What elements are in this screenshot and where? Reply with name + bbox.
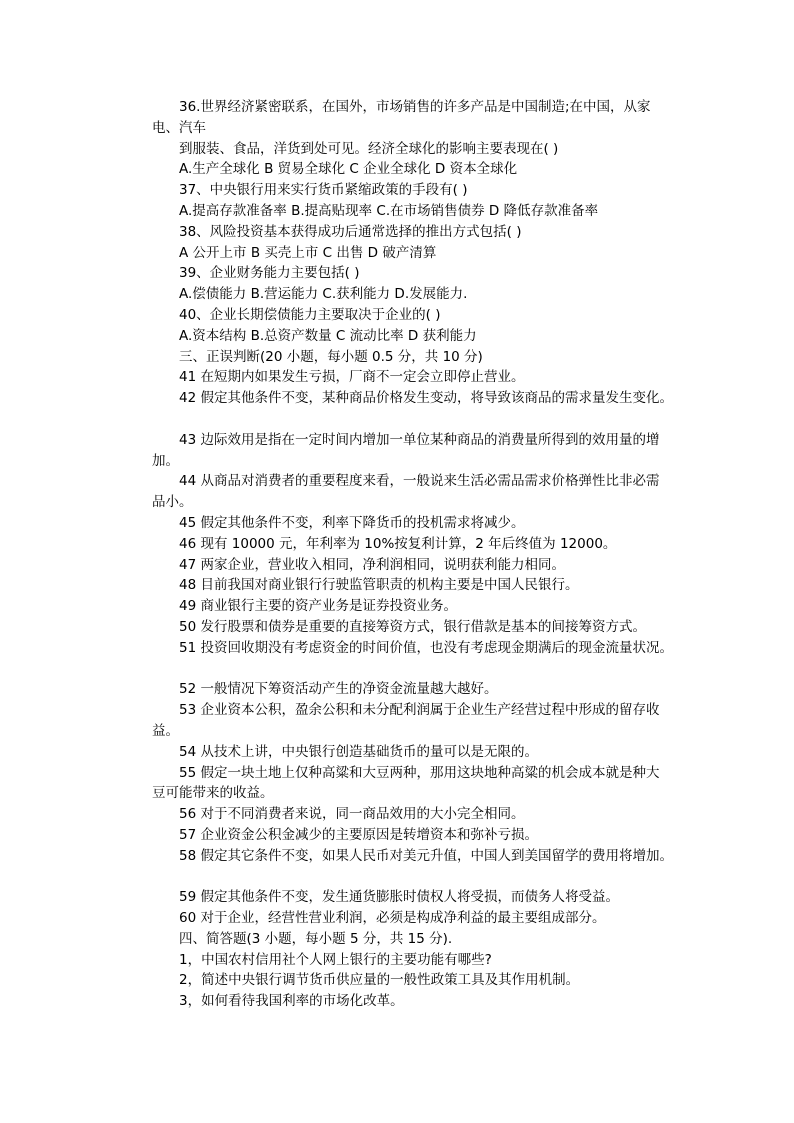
- text-line: 38、风险投资基本获得成功后通常选择的推出方式包括( ): [179, 223, 522, 240]
- text-line: 53 企业资本公积，盈余公积和未分配利润属于企业生产经营过程中形成的留存收: [179, 702, 660, 719]
- text-line: 55 假定一块土地上仅种高粱和大豆两种，那用这块地种高粱的机会成本就是种大: [179, 764, 660, 781]
- document-page: [152, 97, 712, 1012]
- text-line: 电、汽车: [152, 119, 206, 136]
- text-line: 到服装、食品，洋货到处可见。经济全球化的影响主要表现在( ): [179, 140, 559, 157]
- text-line: 42 假定其他条件不变，某种商品价格发生变动，将导致该商品的需求量发生变化。: [179, 390, 673, 407]
- text-line: 45 假定其他条件不变，利率下降货币的投机需求将减少。: [179, 514, 525, 531]
- text-line: 49 商业银行主要的资产业务是证券投资业务。: [179, 598, 457, 615]
- text-line: A.提高存款准备率 B.提高贴现率 C.在市场销售债券 D 降低存款准备率: [179, 202, 599, 219]
- text-line: 46 现有 10000 元，年利率为 10%按复利计算，2 年后终值为 12000。: [179, 535, 617, 552]
- text-line: 豆可能带来的收益。: [152, 785, 274, 802]
- text-line: 40、企业长期偿债能力主要取决于企业的( ): [179, 306, 441, 323]
- text-line: 2，简述中央银行调节货币供应量的一般性政策工具及其作用机制。: [179, 972, 580, 989]
- text-line: 37、中央银行用来实行货币紧缩政策的手段有( ): [179, 182, 468, 199]
- text-line: 1，中国农村信用社个人网上银行的主要功能有哪些?: [179, 951, 492, 968]
- text-line: 48 目前我国对商业银行行驶监管职责的机构主要是中国人民银行。: [179, 577, 579, 594]
- blank-line: [152, 866, 712, 887]
- text-line: 3，如何看待我国利率的市场化改革。: [179, 993, 404, 1010]
- text-line: 47 两家企业，营业收入相同，净利润相同，说明获利能力相同。: [179, 556, 565, 573]
- text-line: 58 假定其它条件不变，如果人民币对美元升值，中国人到美国留学的费用将增加。: [179, 847, 673, 864]
- text-line: 三、正误判断(20 小题，每小题 0.5 分，共 10 分): [179, 348, 483, 365]
- blank-line: [152, 409, 712, 430]
- text-line: 50 发行股票和债券是重要的直接筹资方式，银行借款是基本的间接筹资方式。: [179, 618, 646, 635]
- text-line: 56 对于不同消费者来说，同一商品效用的大小完全相同。: [179, 806, 525, 823]
- text-line: A.生产全球化 B 贸易全球化 C 企业全球化 D 资本全球化: [179, 161, 518, 178]
- text-line: 加。: [152, 452, 179, 469]
- text-line: 52 一般情况下筹资活动产生的净资金流量越大越好。: [179, 681, 498, 698]
- text-line: 51 投资回收期没有考虑资金的时间价值，也没有考虑现金期满后的现金流量状况。: [179, 639, 673, 656]
- text-line: 四、简答题(3 小题，每小题 5 分，共 15 分).: [179, 930, 453, 947]
- text-line: 60 对于企业，经营性营业利润，必须是构成净利益的最主要组成部分。: [179, 910, 606, 927]
- text-line: 44 从商品对消费者的重要程度来看，一般说来生活必需品需求价格弹性比非必需: [179, 473, 660, 490]
- text-line: A 公开上市 B 买壳上市 C 出售 D 破产清算: [179, 244, 437, 261]
- text-line: 益。: [152, 722, 179, 739]
- text-line: 59 假定其他条件不变，发生通货膨胀时债权人将受损，而债务人将受益。: [179, 889, 619, 906]
- text-line: 57 企业资金公积金减少的主要原因是转增资本和弥补亏损。: [179, 826, 538, 843]
- text-line: 41 在短期内如果发生亏损，厂商不一定会立即停止营业。: [179, 369, 525, 386]
- text-line: A.偿债能力 B.营运能力 C.获利能力 D.发展能力.: [179, 286, 468, 303]
- blank-line: [152, 659, 712, 680]
- text-line: A.资本结构 B.总资产数量 C 流动比率 D 获利能力: [179, 327, 477, 344]
- text-line: 品小。: [152, 494, 193, 511]
- text-line: 54 从技术上讲，中央银行创造基础货币的量可以是无限的。: [179, 743, 538, 760]
- text-line: 36.世界经济紧密联系，在国外，市场销售的许多产品是中国制造;在中国，从家: [179, 99, 651, 115]
- text-line: 39、企业财务能力主要包括( ): [179, 265, 360, 282]
- text-line: 43 边际效用是指在一定时间内增加一单位某种商品的消费量所得到的效用量的增: [179, 431, 660, 448]
